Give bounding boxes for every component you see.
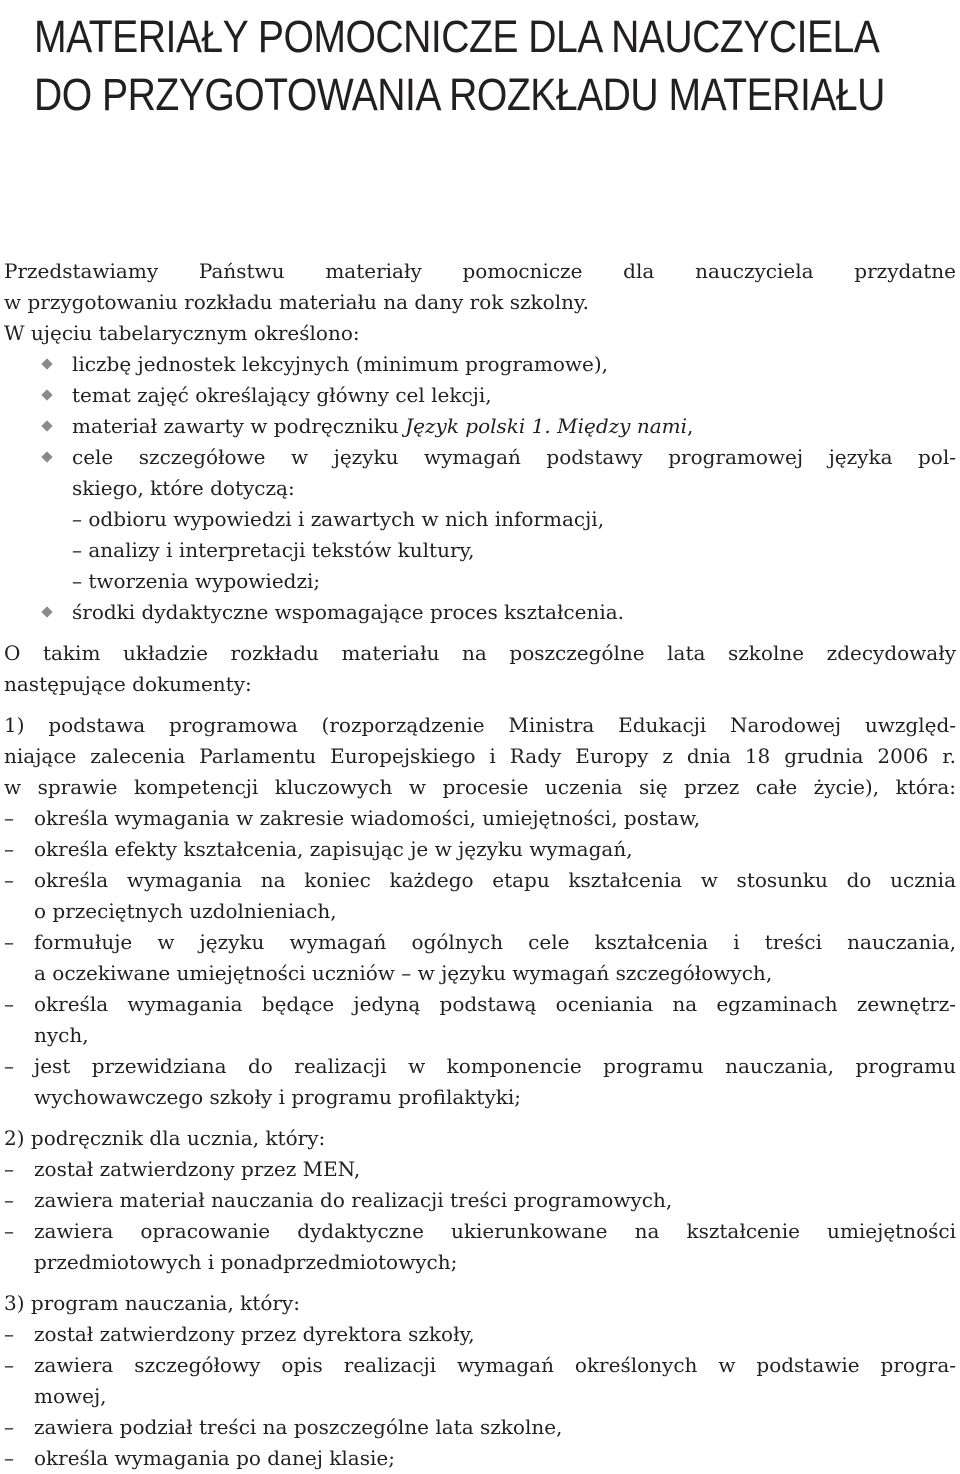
- dash-item: [4, 834, 956, 865]
- diamond-bullet-icon: [42, 421, 52, 431]
- section-line: w sprawie kompetencji kluczowych w procesie uczenia się przez całe życie), która:: [4, 775, 956, 799]
- dash-item: [4, 1154, 956, 1185]
- bullet-item: [4, 442, 956, 504]
- section-heading: 2) podręcznik dla ucznia, który:: [4, 1126, 326, 1150]
- dash-item-text: określa wymagania w zakresie wiadomości, umiejętności, postaw,: [34, 806, 701, 830]
- dash-marker: –: [4, 1188, 14, 1212]
- bullet-item: [4, 597, 956, 628]
- dash-item: [4, 989, 956, 1051]
- diamond-bullet-icon: [42, 359, 52, 369]
- dash-marker: –: [4, 1157, 14, 1181]
- dash-marker: –: [4, 806, 14, 830]
- dash-item-text: został zatwierdzony przez MEN,: [34, 1157, 361, 1181]
- documents-paragraph: [4, 638, 956, 700]
- bullet-text: ,: [687, 414, 694, 438]
- dash-item-text: jest przewidziana do realizacji w komponencie programu nauczania, programu: [34, 1054, 956, 1078]
- sub-item: – analizy i interpretacji tekstów kultury,: [72, 538, 475, 562]
- dash-marker: –: [4, 930, 14, 954]
- title-line-1: MATERIAŁY POMOCNICZE DLA NAUCZYCIELA: [34, 11, 880, 62]
- dash-marker: –: [4, 1415, 14, 1439]
- page-title: [34, 8, 885, 124]
- dash-item-text: zawiera podział treści na poszczególne lata szkolne,: [34, 1415, 563, 1439]
- dash-item-text: zawiera materiał nauczania do realizacji treści programowych,: [34, 1188, 673, 1212]
- section-line: 1) podstawa programowa (rozporządzenie Ministra Edukacji Narodowej uwzględ-: [4, 713, 956, 737]
- section-2: [4, 1123, 956, 1278]
- dash-marker: –: [4, 868, 14, 892]
- bullet-item: [4, 380, 956, 411]
- dash-marker: –: [4, 1446, 14, 1470]
- paragraph-line: następujące dokumenty:: [4, 672, 252, 696]
- bullet-text: temat zajęć określający główny cel lekcji,: [72, 383, 492, 407]
- bullet-text: środki dydaktyczne wspomagające proces kształcenia.: [72, 600, 625, 624]
- bullet-item: [4, 411, 956, 442]
- dash-item-text: o przeciętnych uzdolnieniach,: [34, 899, 337, 923]
- section-3: [4, 1288, 956, 1474]
- dash-item: [4, 803, 956, 834]
- dash-item: [4, 1443, 956, 1474]
- dash-item-text: określa wymagania na koniec każdego etapu kształcenia w stosunku do ucznia: [34, 868, 956, 892]
- intro-line: Przedstawiamy Państwu materiały pomocnicze dla nauczyciela przydatne: [4, 259, 956, 283]
- dash-item: [4, 1350, 956, 1412]
- dash-item-text: a oczekiwane umiejętności uczniów – w języku wymagań szczegółowych,: [34, 961, 773, 985]
- bullet-text: liczbę jednostek lekcyjnych (minimum programowe),: [72, 352, 608, 376]
- dash-item-text: określa wymagania będące jedyną podstawą oceniania na egzaminach zewnętrz-: [34, 992, 956, 1016]
- dash-item-text: określa efekty kształcenia, zapisując je w języku wymagań,: [34, 837, 633, 861]
- dash-item: [4, 1412, 956, 1443]
- dash-item-text: przedmiotowych i ponadprzedmiotowych;: [34, 1250, 458, 1274]
- dash-item-text: zawiera opracowanie dydaktyczne ukierunkowane na kształcenie umiejętności: [34, 1219, 956, 1243]
- dash-item: [4, 865, 956, 927]
- dash-item: [4, 1319, 956, 1350]
- bullet-text: skiego, które dotyczą:: [72, 476, 295, 500]
- bullet-item: [4, 349, 956, 380]
- intro-paragraph: [4, 256, 956, 349]
- dash-marker: –: [4, 1054, 14, 1078]
- document-body: [4, 256, 956, 1474]
- sub-item: – odbioru wypowiedzi i zawartych w nich informacji,: [72, 507, 605, 531]
- dash-item-text: został zatwierdzony przez dyrektora szkoły,: [34, 1322, 475, 1346]
- dash-item-text: formułuje w języku wymagań ogólnych cele kształcenia i treści nauczania,: [34, 930, 956, 954]
- diamond-bullet-icon: [42, 607, 52, 617]
- dash-item-text: zawiera szczegółowy opis realizacji wymagań określonych w podstawie progra-: [34, 1353, 956, 1377]
- dash-item: [4, 1051, 956, 1113]
- dash-item-text: określa wymagania po danej klasie;: [34, 1446, 395, 1470]
- dash-marker: –: [4, 1219, 14, 1243]
- paragraph-line: O takim układzie rozkładu materiału na poszczególne lata szkolne zdecydowały: [4, 641, 956, 665]
- dash-item-text: wychowawczego szkoły i programu profilaktyki;: [34, 1085, 522, 1109]
- dash-marker: –: [4, 992, 14, 1016]
- section-heading: 3) program nauczania, który:: [4, 1291, 300, 1315]
- dash-marker: –: [4, 1322, 14, 1346]
- dash-item: [4, 927, 956, 989]
- book-title: Język polski 1. Między nami: [405, 414, 687, 438]
- dash-item-text: nych,: [34, 1023, 89, 1047]
- intro-line: W ujęciu tabelarycznym określono:: [4, 321, 360, 345]
- dash-item-text: mowej,: [34, 1384, 107, 1408]
- intro-line: w przygotowaniu rozkładu materiału na dany rok szkolny.: [4, 290, 589, 314]
- dash-marker: –: [4, 1353, 14, 1377]
- title-line-2: DO PRZYGOTOWANIA ROZKŁADU MATERIAŁU: [34, 69, 885, 120]
- bullet-list: [4, 349, 956, 628]
- section-line: niające zalecenia Parlamentu Europejskiego i Rady Europy z dnia 18 grudnia 2006 r.: [4, 744, 956, 768]
- diamond-bullet-icon: [42, 390, 52, 400]
- diamond-bullet-icon: [42, 452, 52, 462]
- dash-item: [4, 1216, 956, 1278]
- bullet-text: cele szczegółowe w języku wymagań podstawy programowej języka pol-: [72, 445, 956, 469]
- dash-item: [4, 1185, 956, 1216]
- section-1: [4, 710, 956, 1113]
- sub-item: – tworzenia wypowiedzi;: [72, 569, 321, 593]
- bullet-text: materiał zawarty w podręczniku: [72, 414, 406, 438]
- dash-marker: –: [4, 837, 14, 861]
